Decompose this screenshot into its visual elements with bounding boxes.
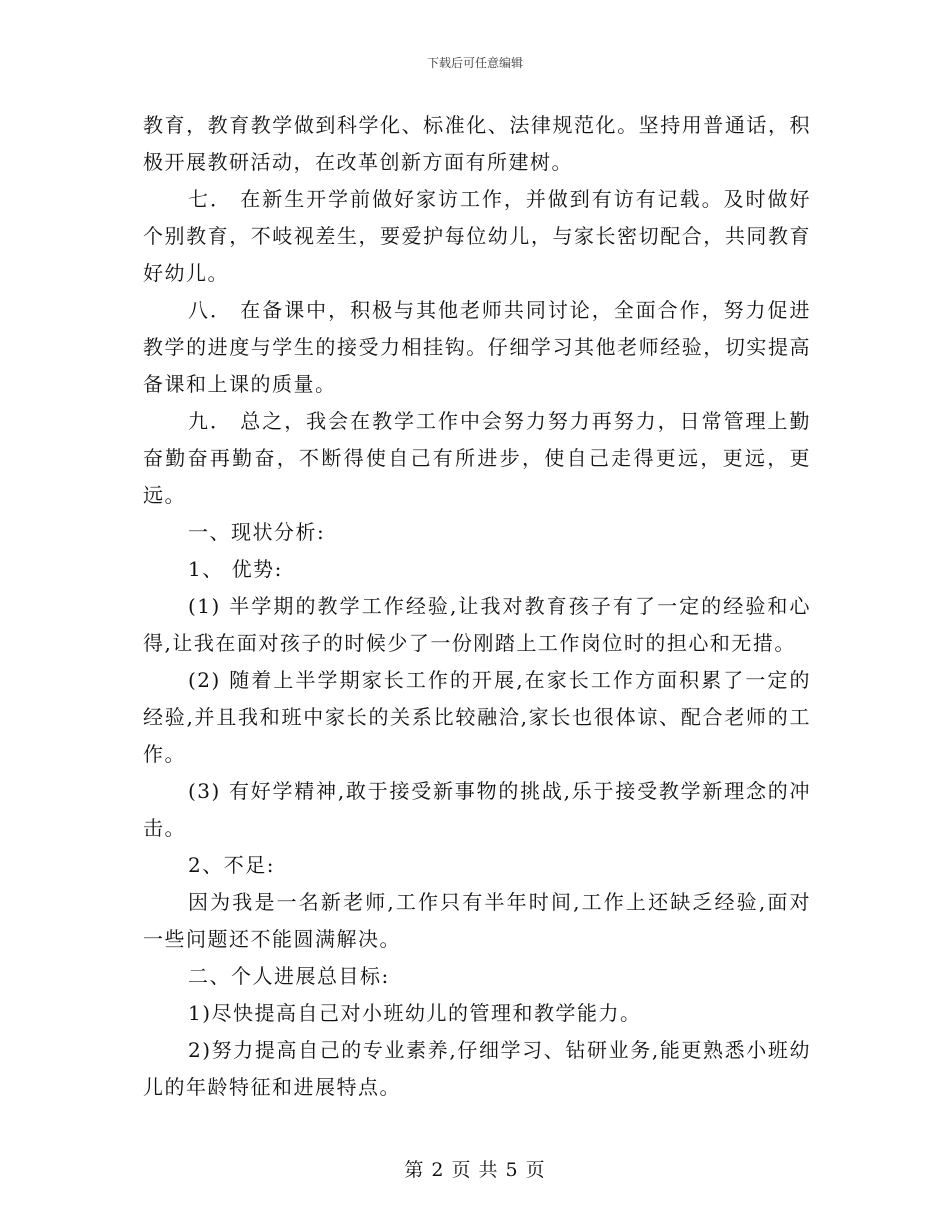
section-heading: 一、现状分析: <box>188 520 326 544</box>
paragraph: 因为我是一名新老师,工作只有半年时间,工作上还缺乏经验,面对一些问题还不能圆满解决。 <box>143 890 811 951</box>
paragraph: (1) 半学期的教学工作经验,让我对教育孩子有了一定的经验和心得,让我在面对孩子的时候少了一份刚踏上工作岗位时的担心和无措。 <box>143 594 811 655</box>
list-item: 2)努力提高自己的专业素养,仔细学习、钻研业务,能更熟悉小班幼儿的年龄特征和进展特点。 <box>143 1038 811 1099</box>
paragraph: 七． 在新生开学前做好家访工作，并做到有访有记载。及时做好个别教育，不岐视差生，要爱护每位幼儿，与家长密切配合，共同教育好幼儿。 <box>143 187 811 285</box>
paragraph: 教育，教育教学做到科学化、标准化、法律规范化。坚持用普通话，积极开展教研活动，在改革创新方面有所建树。 <box>143 113 811 174</box>
subsection-heading: 1、 优势: <box>188 557 283 581</box>
page-number: 第 2 页 共 5 页 <box>404 1159 546 1181</box>
paragraph: 九． 总之，我会在教学工作中会努力努力再努力，日常管理上勤奋勤奋再勤奋，不断得使自己有所进步，使自己走得更远，更远，更远。 <box>143 409 811 507</box>
paragraph: 八． 在备课中，积极与其他老师共同讨论，全面合作，努力促进教学的进度与学生的接受力相挂钩。仔细学习其他老师经验，切实提高备课和上课的质量。 <box>143 298 811 396</box>
paragraph: (2) 随着上半学期家长工作的开展,在家长工作方面积累了一定的经验,并且我和班中家长的关系比较融洽,家长也很体谅、配合老师的工作。 <box>143 668 811 766</box>
subsection-heading: 2、不足: <box>188 853 275 877</box>
paragraph: (3) 有好学精神,敢于接受新事物的挑战,乐于接受教学新理念的冲击。 <box>143 779 811 840</box>
page-header: 下载后可任意编辑 <box>426 56 523 70</box>
section-heading: 二、个人进展总目标: <box>188 964 390 988</box>
document-body <box>143 107 811 1106</box>
list-item: 1)尽快提高自己对小班幼儿的管理和教学能力。 <box>188 1001 642 1025</box>
